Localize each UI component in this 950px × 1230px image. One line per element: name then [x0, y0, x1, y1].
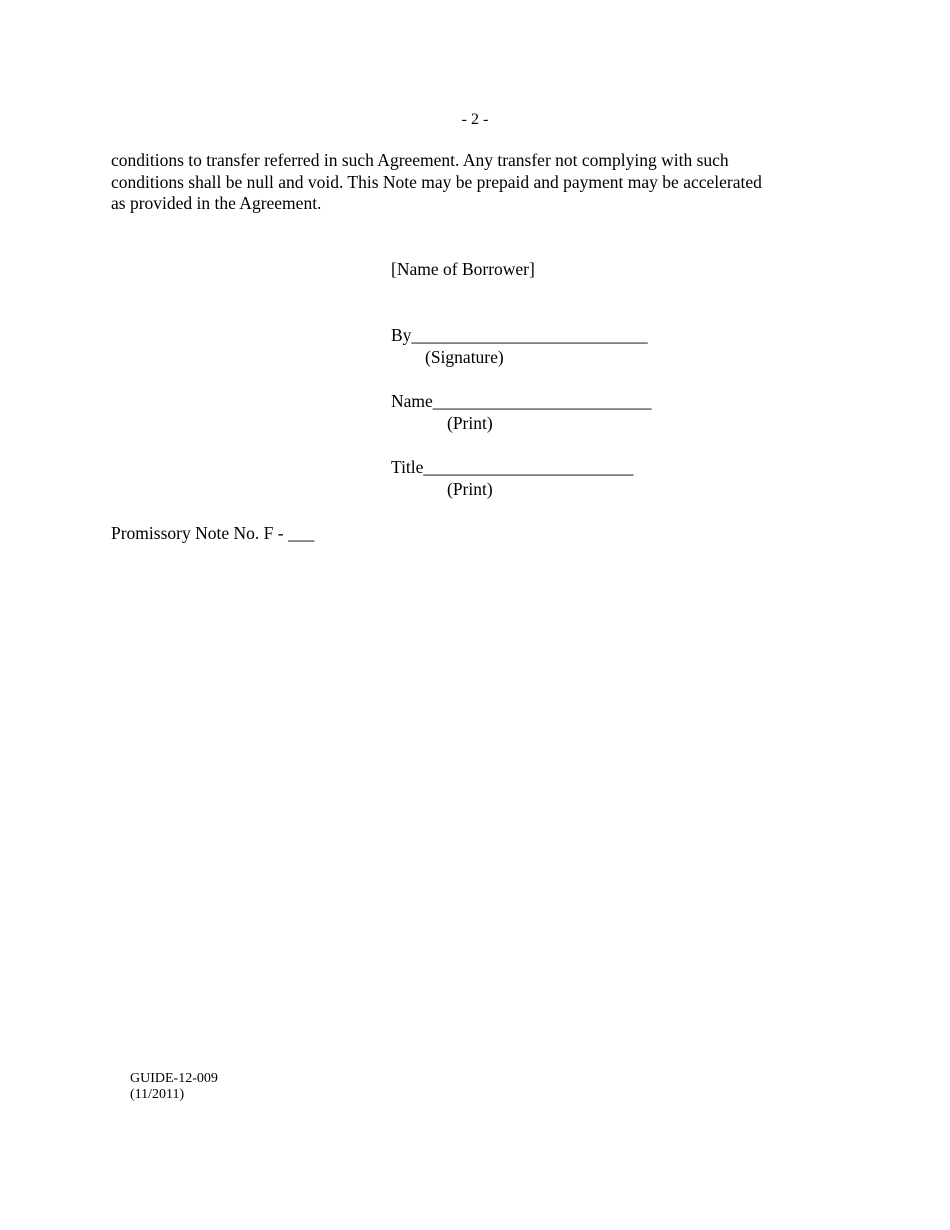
body-paragraph	[111, 150, 831, 215]
form-id: GUIDE-12-009	[130, 1071, 218, 1086]
body-line: as provided in the Agreement.	[111, 193, 322, 213]
signature-field: By___________________________	[391, 325, 648, 345]
title-field: Title________________________	[391, 457, 634, 477]
borrower-name-placeholder: [Name of Borrower]	[391, 259, 535, 279]
promissory-note-number: Promissory Note No. F - ___	[111, 523, 315, 543]
body-line: conditions shall be null and void. This Note may be prepaid and payment may be accelerated	[111, 171, 762, 192]
signature-caption: (Signature)	[425, 347, 504, 367]
page-number: - 2 -	[461, 111, 489, 128]
title-caption: (Print)	[447, 479, 493, 499]
printed-name-field: Name_________________________	[391, 391, 652, 411]
body-line: conditions to transfer referred in such Agreement. Any transfer not complying with such	[111, 150, 729, 170]
printed-name-caption: (Print)	[447, 413, 493, 433]
form-date: (11/2011)	[130, 1087, 185, 1102]
